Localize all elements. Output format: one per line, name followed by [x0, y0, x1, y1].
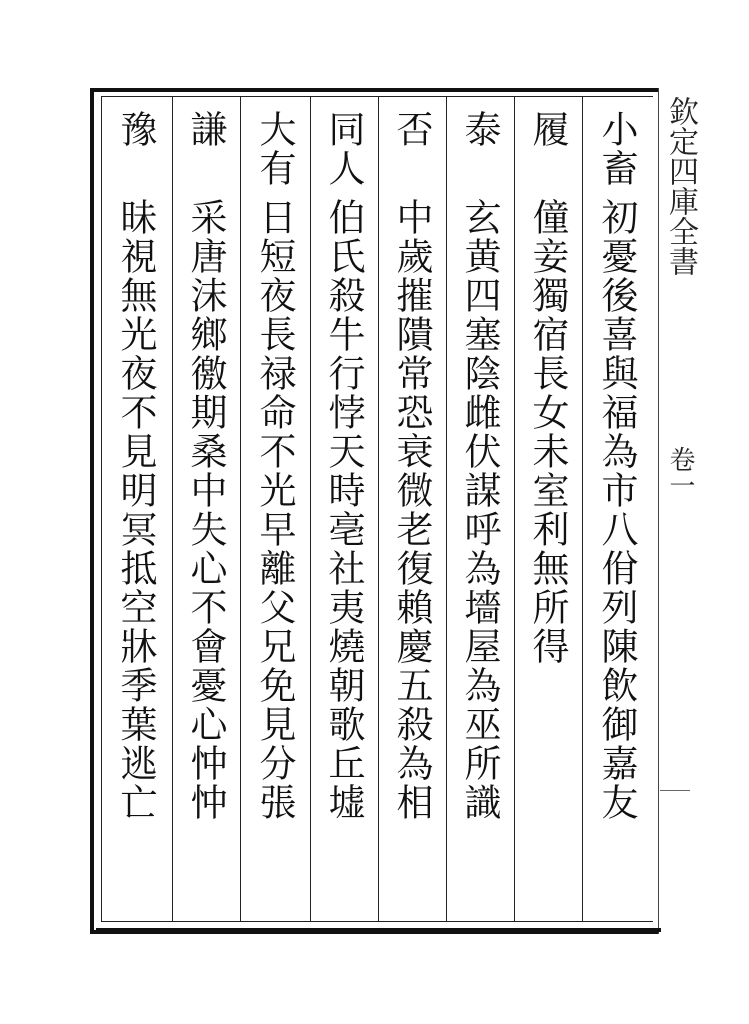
column-text: 中歲摧隤常恐衰微老復賴慶五殺為相: [390, 198, 433, 822]
edge-tick-mark: [660, 790, 690, 791]
text-column-tongren: [315, 110, 379, 910]
hexagram-heading: 否: [390, 110, 433, 149]
column-text: 伯氏殺牛行悖天時亳社夷燒朝歌丘墟: [322, 198, 365, 822]
text-column-xiaoxu: [588, 110, 652, 910]
hexagram-heading: 謙: [184, 110, 227, 149]
column-text: 采唐沫鄉徼期桑中失心不會憂心忡忡: [184, 198, 227, 822]
column-text: 僮妾獨宿長女未室利無所得: [526, 198, 569, 666]
hexagram-heading: 同人: [322, 110, 365, 188]
hexagram-heading: 大有: [253, 110, 296, 188]
column-text: 初憂後喜與福為市八佾列陳飲御嘉友: [595, 198, 638, 822]
hexagram-heading: 豫: [114, 110, 157, 149]
text-column-pi: [383, 110, 447, 910]
text-column-lu: [519, 110, 583, 910]
edge-juan-text: 卷一: [665, 446, 695, 498]
hexagram-heading: 小畜: [595, 110, 638, 188]
text-column-qian: [177, 110, 241, 910]
page-bottom-border: [96, 928, 661, 932]
text-column-yu: [107, 110, 171, 910]
column-rule: [310, 97, 311, 921]
hexagram-heading: 泰: [458, 110, 501, 149]
edge-volume-marker: [660, 446, 700, 516]
hexagram-heading: 履: [526, 110, 569, 149]
column-text: 玄黄四塞陰雌伏謀呼為墻屋為巫所識: [458, 198, 501, 822]
column-text: 日短夜長禄命不光早離父兄免見分張: [253, 198, 296, 822]
column-text: 昧視無光夜不見明冥抵空牀季葉逃亡: [114, 198, 157, 822]
text-column-tai: [451, 110, 515, 910]
column-rule: [172, 97, 173, 921]
edge-book-title: [654, 96, 706, 456]
edge-title-text: 欽定四庫全書: [663, 96, 698, 276]
text-column-dayou: [246, 110, 310, 910]
